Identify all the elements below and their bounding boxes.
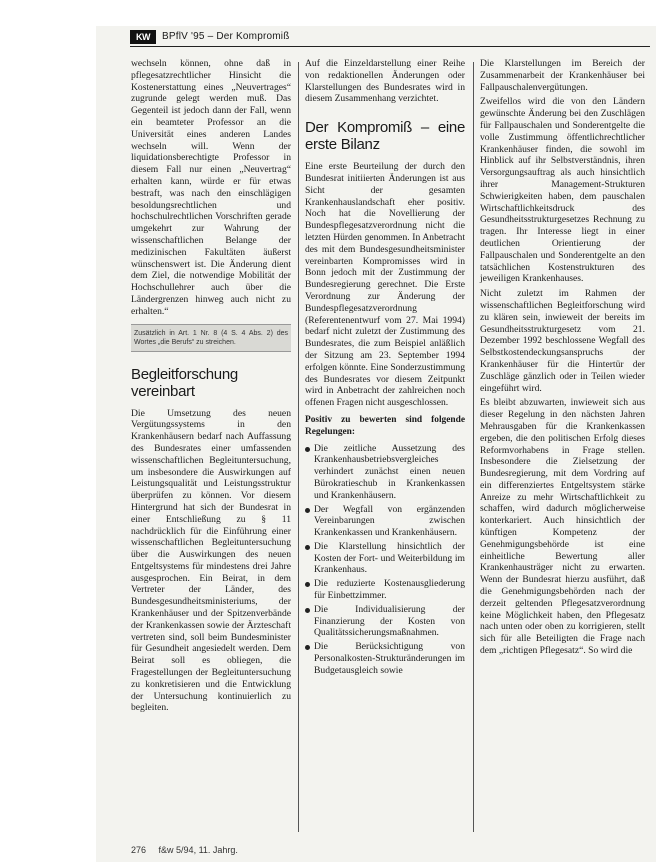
list-subheading: Positiv zu bewerten sind folgende Regelungen: [305, 414, 465, 437]
column-divider [298, 62, 299, 832]
bullet-icon [305, 508, 310, 513]
bullet-icon [305, 645, 310, 650]
magazine-logo: KW [130, 30, 156, 44]
list-item [305, 604, 465, 639]
list-item [305, 541, 465, 576]
article-column-1 [131, 58, 291, 717]
list-item-text: Der Wegfall von ergänzenden Vereinbarungen zwischen Krankenkassen und Krankenhäusern. [314, 503, 465, 539]
footnote-box: Zusätzlich in Art. 1 Nr. 8 (4 S. 4 Abs. 2) des Wortes „die Berufs“ zu streichen. [131, 324, 291, 352]
list-item-text: Die reduzierte Kostenausgliederung für Einbettzimmer. [314, 578, 465, 602]
article-column-3 [480, 58, 645, 660]
paragraph: Die Klarstellungen im Bereich der Zusammenarbeit der Krankenhäuser bei Fallpauschalenvergütungen. [480, 58, 645, 93]
paragraph: Die Umsetzung des neuen Vergütungssystems in den Krankenhäusern bedarf nach Auffassung des Bundesrates einer umfassenden wissenschaftlichen Begleituntersuchung, um insbesondere die Auswirkungen auf Leistungsqualität und Leistungsstruktur überprüfen zu können. Vor diesem Hintergrund hat sich der Bundesrat in einer Entschließung zu § 11 nachdrücklich für die Einführung einer wissenschaftlichen Begleituntersuchung über die Auswirkungen des neuen Entgeltsystems für mindestens drei Jahre ausgesprochen. Ein Beirat, in dem Vertreter der Länder, des Bundesgesundheitsministeriums, der Krankenhäuser und der Spitzenverbände der Krankenkassen sowie der Ärzteschaft vertreten sind, soll beim Bundesminister für Gesundheit angesiedelt werden. Dem Beirat soll es obliegen, die Fragestellungen der Begleituntersuchung zu konkretisieren und die Entwicklung der Untersuchung kontinuierlich zu begleiten. [131, 407, 291, 714]
list-item [305, 443, 465, 502]
bullet-list [305, 443, 465, 677]
page-footer [131, 845, 248, 855]
bullet-icon [305, 545, 310, 550]
list-item [305, 641, 465, 676]
list-item-text: Die Individualisierung der Finanzierung der Kosten von Qualitätssicherungsmaßnahmen. [314, 603, 465, 639]
paragraph: Es bleibt abzuwarten, inwieweit sich aus dieser Regelung in den nächsten Jahren Mehrausgaben für die Krankenkassen ergeben, die den politischen Erfolg dieses Reformvorhabens in Frage stellen. Insbesondere die Zielsetzung der Bundesregierung, mit dem Vordring auf ein differenziertes Entgeltsystem stärke Anreize zu mehr Wirtschaftlichkeit zu schaffen, wird dadurch möglicherweise konterkariert. Auch hinsichtlich der künftigen Kompetenz der Genehmigungsbehörde ist eine einheitliche Bewertung aller Krankenhausträger nicht zu erwarten. Wenn der Bundesrat hierzu ausführt, daß die Genehmigungsbehörden nach der derzeit geltenden Pflegesatzverordnung keine Möglichkeit haben, den Pflegesatz nach unten oder oben zu korrigieren, stellt sich für alle Beteiligten die Frage nach dem „richtigen Pflegesatz“. So wird die [480, 397, 645, 657]
list-item [305, 504, 465, 539]
bullet-icon [305, 582, 310, 587]
list-item-text: Die Klarstellung hinsichtlich der Kosten der Fort- und Weiterbildung im Krankenhaus. [314, 540, 465, 576]
list-item [305, 578, 465, 602]
paragraph: Nicht zuletzt im Rahmen der wissenschaftlichen Begleitforschung wird zu klären sein, inwieweit der bereits im Gesundheitsstrukturgesetz vom 21. Dezember 1992 beschlossene Wegfall des Selbstkostendeckungsanspruchs der Krankenhäuser für die Hintertür der Zuschläge gänzlich oder in Teilen wieder eingeführt wird. [480, 288, 645, 394]
page-number: 276 [131, 845, 147, 855]
running-header [130, 30, 650, 47]
section-heading: Der Kompromiß – eine erste Bilanz [305, 119, 465, 154]
section-heading: Begleitforschung vereinbart [131, 365, 238, 400]
column-divider [473, 62, 474, 832]
list-item-text: Die zeitliche Aussetzung des Krankenhausbetriebsvergleiches verhindert zunächst einen neuen Bürokratieschub in Krankenkassen und Krankenhäusern. [314, 442, 465, 501]
article-column-2 [305, 58, 465, 679]
paragraph: Zweifellos wird die von den Ländern gewünschte Änderung bei den Zuschlägen für Fallpauschalen und Sonderentgelte die volle Zustimmung öffentlichrechtlicher Krankenhäuser finden, die sowohl im Hinblick auf ihr Selbstverständnis, ihren Versorgungsauftrag als auch hinsichtlich ihrer Management-Strukturen Schwierigkeiten haben, dem pauschalen Wirtschaftlichkeitsdruck des Gesundheitsstrukturgesetzes Rechnung zu tragen. Ihr Interesse liegt in einer deutlichen Orientierung der Fallpauschalen und Sonderentgelte an den tatsächlichen Kostenstrukturen des jeweiligen Krankenhauses. [480, 96, 645, 285]
paragraph: Eine erste Beurteilung der durch den Bundesrat initiierten Änderungen ist aus Sicht der gesamten Krankenhauslandschaft eher positiv. Noch hat die Novellierung der Bundespflegesatzverordnung nicht die letzten Hürden genommen. In Anbetracht des mit dem Bundesgesundheitsminister vereinbarten Kompromisses wird in Bonn jedoch mit der Zustimmung der Bundesregierung gerechnet. Die Erste Verordnung zur Änderung der Bundespflegesatzverordnung (Referentenentwurf vom 27. Mai 1994) bedarf nicht zuletzt der Zustimmung des Bundesrates, die zum Beispiel anläßlich der Sitzung am 23. September 1994 erfolgen könnte. Eine Sonderzustimmung des Bundesrates vor diesem Zeitpunkt wird in Anbetracht der zahlreichen noch offenen Fragen nicht ausgeschlossen. [305, 161, 465, 409]
list-item-text: Die Berücksichtigung von Personalkosten-Strukturänderungen im Budgetausgleich sowie [314, 641, 465, 676]
bullet-icon [305, 608, 310, 613]
blank-margin [0, 0, 96, 865]
paragraph: wechseln können, ohne daß in pflegesatzrechtlicher Hinsicht die Kostenerstattung eines „Neuvertrages“ zugrunde gelegt werden muß. Das Gegenteil ist jedoch dann der Fall, wenn ein beamteter Professor an die Universität eines anderen Landes wechseln will. Wenn der liquidationsberechtigte Professor in diesem Fall nur einen „Neuvertrag“ erhalten kann, würde er für etwas bestraft, was nach den einschlägigen besoldungsrechtlichen und hochschulrechtlichen Vorschriften gerade umgekehrt zur Wahrung der wissenschaftlichen Belange der medizinischen Fakultäten äußerst wünschenswert ist. Die Änderung dient dem Ziel, die notwendige Mobilität der Hochschullehrer auch über die Ländergrenzen hinweg auch nicht zu erhalten.“ [131, 58, 291, 317]
paragraph: Auf die Einzeldarstellung einer Reihe von redaktionellen Änderungen oder Klarstellungen des Bundesrates wird in diesem Zusammenhang verzichtet. [305, 58, 465, 105]
issue-info: f&w 5/94, 11. Jahrg. [158, 845, 238, 855]
running-header-title: BPflV '95 – Der Kompromiß [162, 31, 290, 42]
bullet-icon [305, 447, 310, 452]
